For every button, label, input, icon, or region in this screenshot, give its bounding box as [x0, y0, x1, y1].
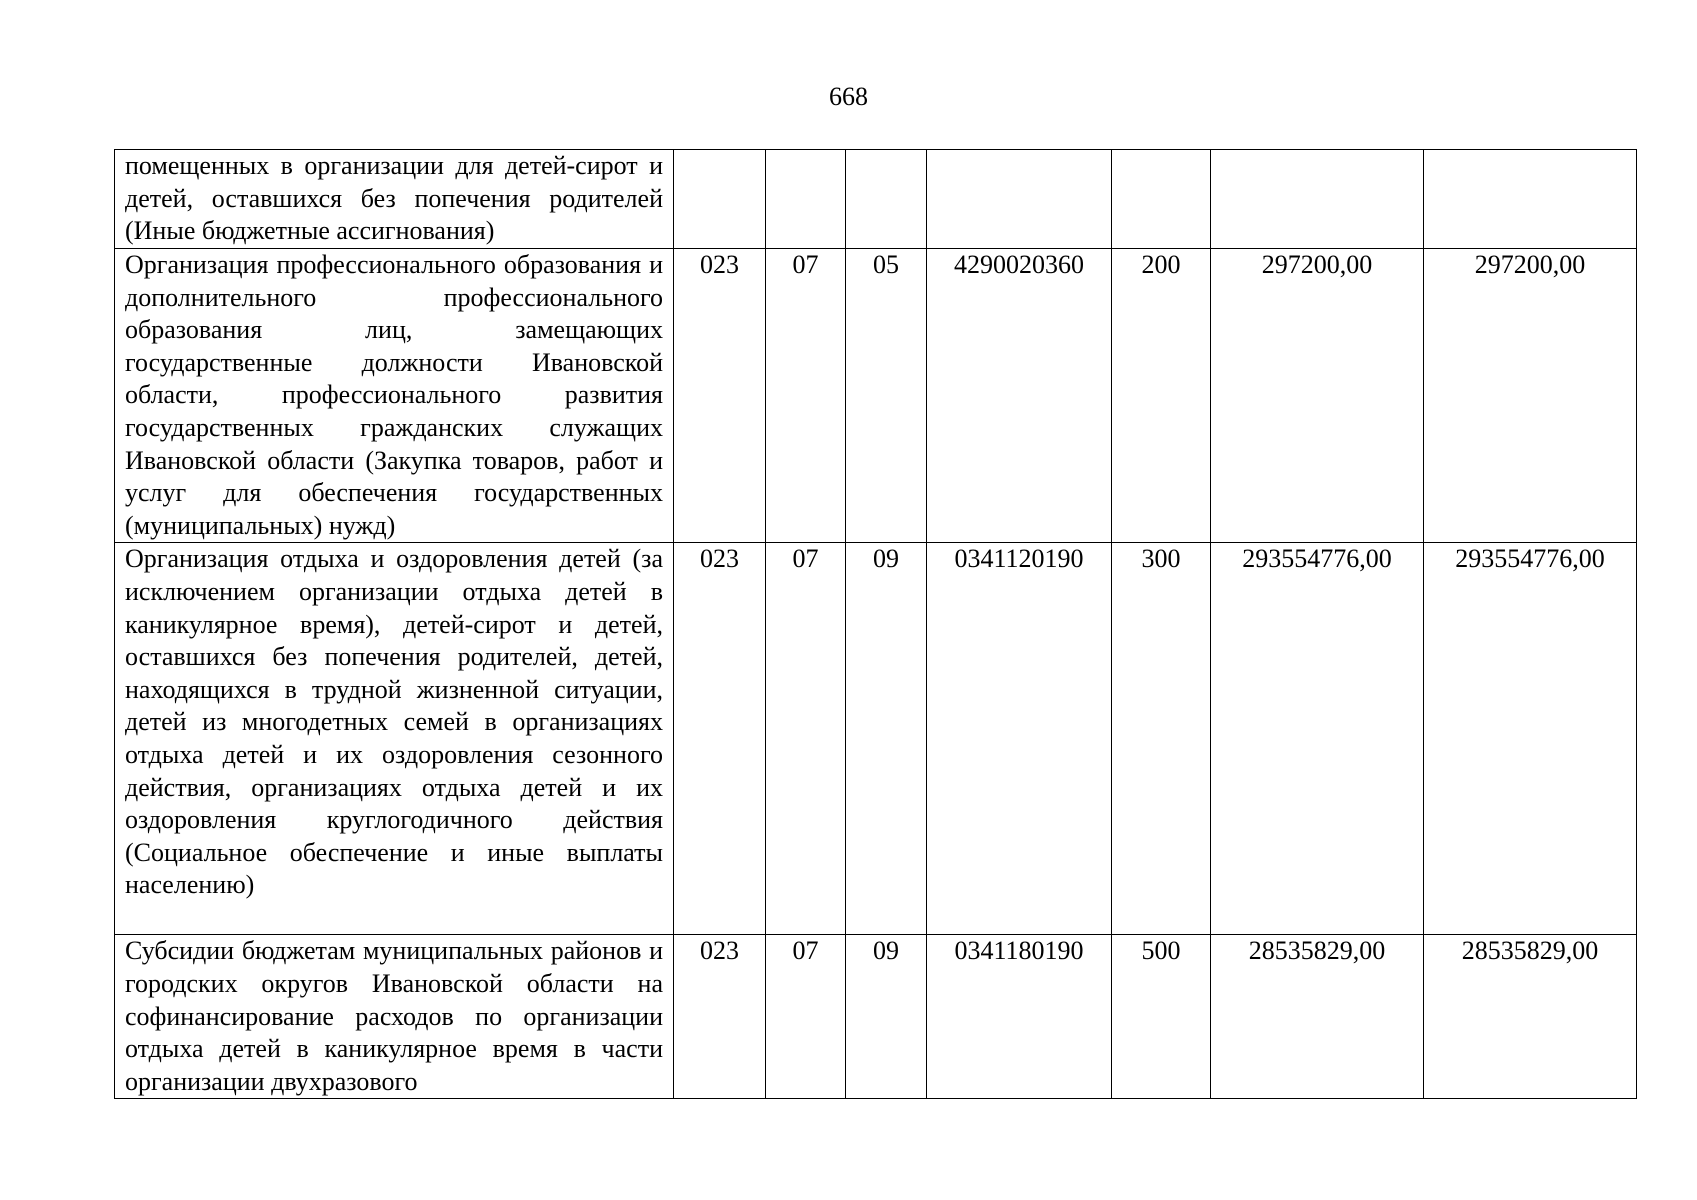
amount-cell-2: 297200,00 [1424, 249, 1637, 543]
subsection-cell: 09 [846, 935, 927, 1099]
section-cell: 07 [766, 249, 846, 543]
amount-cell-2 [1424, 150, 1637, 249]
amount-cell-1: 28535829,00 [1211, 935, 1424, 1099]
table-row [115, 543, 1637, 935]
section-cell: 07 [766, 543, 846, 935]
table-row [115, 150, 1637, 249]
table-row [115, 249, 1637, 543]
amount-cell-2: 28535829,00 [1424, 935, 1637, 1099]
section-cell: 07 [766, 935, 846, 1099]
row-name-cell: Субсидии бюджетам муниципальных районов и городских округов Ивановской области на софинансирование расходов по организации отдыха детей в каникулярное время в части организации двухразового [115, 935, 674, 1099]
subsection-cell [846, 150, 927, 249]
ved-cell: 023 [674, 543, 766, 935]
target-article-cell: 4290020360 [927, 249, 1112, 543]
amount-cell-1: 297200,00 [1211, 249, 1424, 543]
expense-type-cell [1112, 150, 1211, 249]
row-name-cell: Организация профессионального образования и дополнительного профессионального образования лиц, замещающих государственные должности Ивановской области, профессионального развития государственных гражданских служащих Ивановской области (Закупка товаров, работ и услуг для обеспечения государственных (муниципальных) нужд) [115, 249, 674, 543]
ved-cell: 023 [674, 935, 766, 1099]
expense-type-cell: 200 [1112, 249, 1211, 543]
amount-cell-2: 293554776,00 [1424, 543, 1637, 935]
ved-cell [674, 150, 766, 249]
row-name-cell: помещенных в организации для детей-сирот и детей, оставшихся без попечения родителей (Иные бюджетные ассигнования) [115, 150, 674, 249]
target-article-cell: 0341180190 [927, 935, 1112, 1099]
expense-type-cell: 300 [1112, 543, 1211, 935]
subsection-cell: 05 [846, 249, 927, 543]
section-cell [766, 150, 846, 249]
target-article-cell [927, 150, 1112, 249]
target-article-cell: 0341120190 [927, 543, 1112, 935]
budget-table [114, 149, 1637, 1099]
amount-cell-1 [1211, 150, 1424, 249]
page-number: 668 [829, 82, 868, 111]
expense-type-cell: 500 [1112, 935, 1211, 1099]
subsection-cell: 09 [846, 543, 927, 935]
ved-cell: 023 [674, 249, 766, 543]
table-row [115, 935, 1637, 1099]
row-name-cell: Организация отдыха и оздоровления детей (за исключением организации отдыха детей в каникулярное время), детей-сирот и детей, оставшихся без попечения родителей, детей, находящихся в трудной жизненной ситуации, детей из многодетных семей в организациях отдыха детей и их оздоровления сезонного действия, организациях отдыха детей и их оздоровления круглогодичного действия (Социальное обеспечение и иные выплаты населению) [115, 543, 674, 935]
amount-cell-1: 293554776,00 [1211, 543, 1424, 935]
